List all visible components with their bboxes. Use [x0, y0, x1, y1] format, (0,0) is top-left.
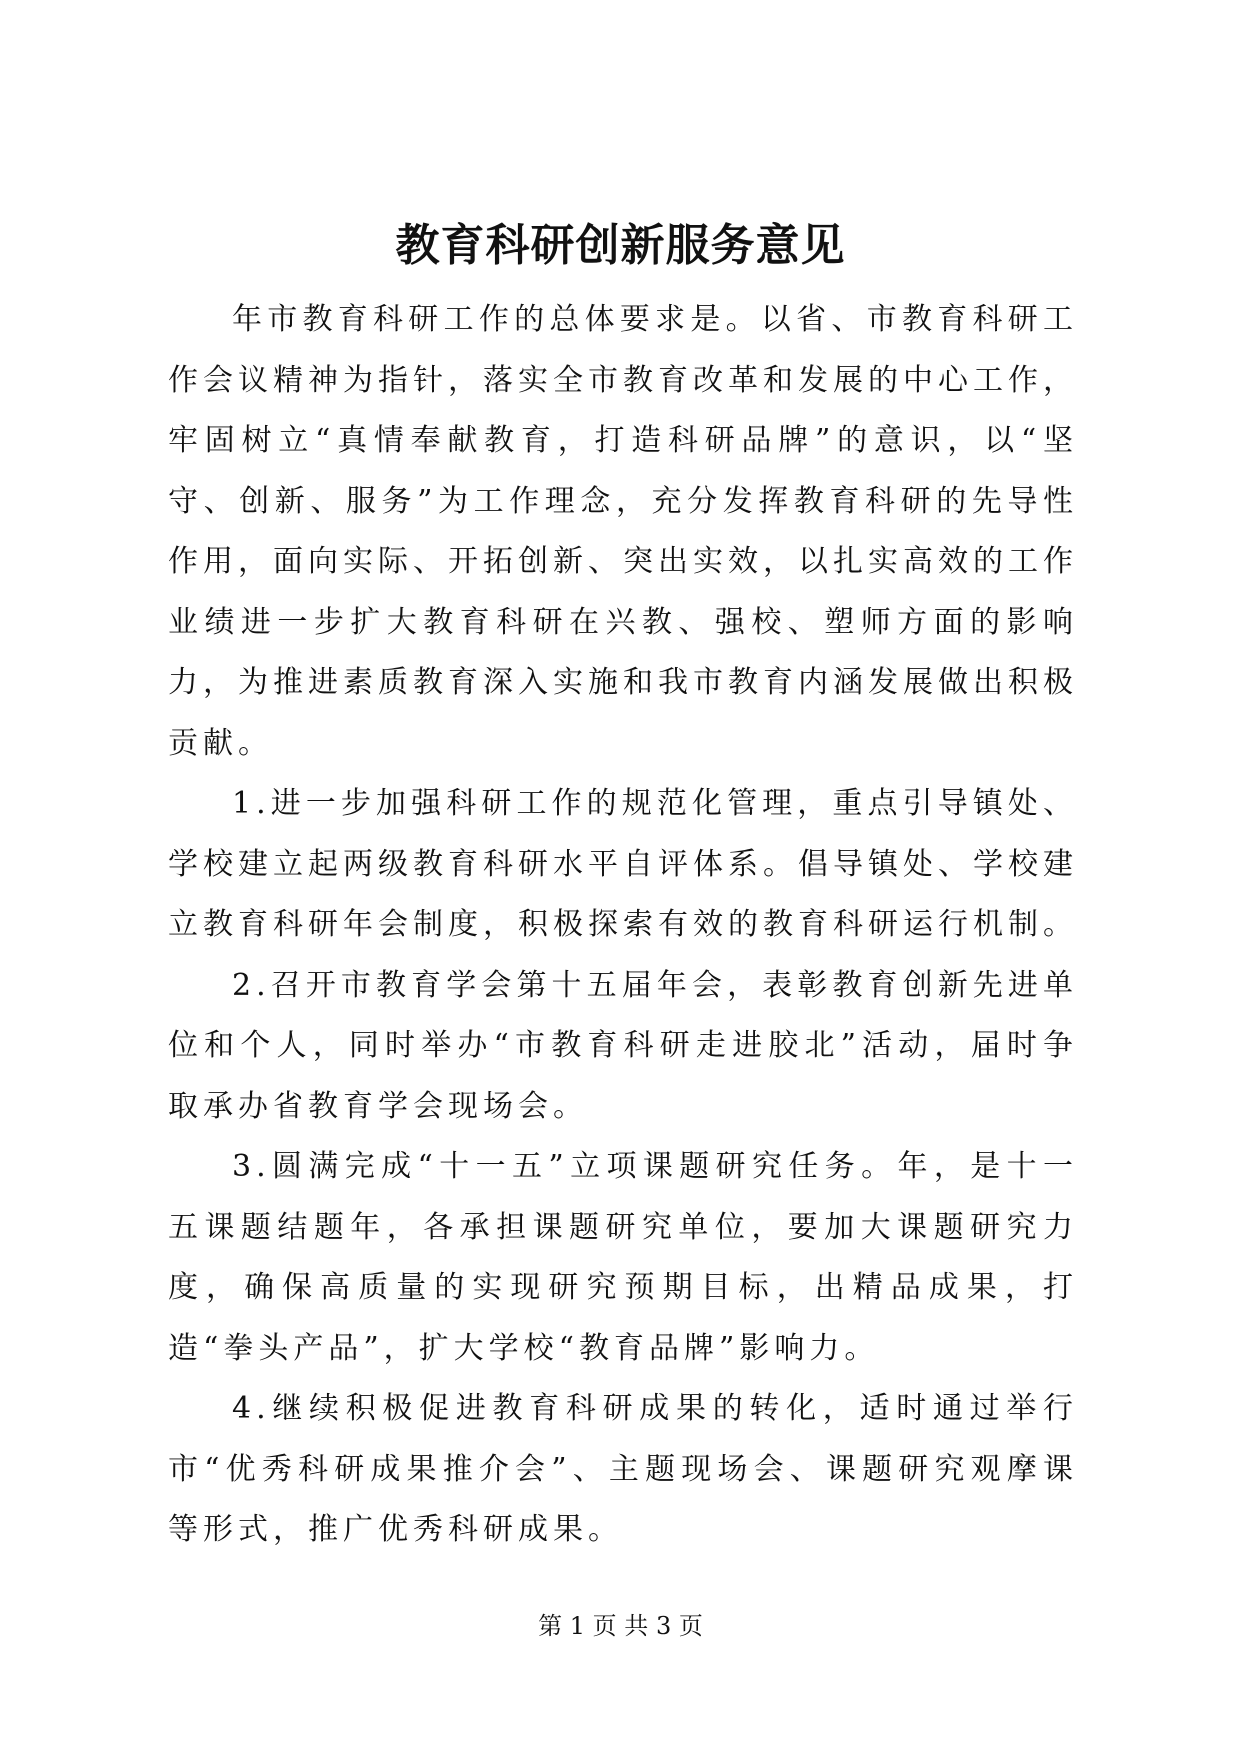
paragraph-intro: 年市教育科研工作的总体要求是。以省、市教育科研工作会议精神为指针，落实全市教育改革和发展的中心工作，牢固树立“真情奉献教育，打造科研品牌”的意识，以“坚守、创新、服务”为工作理念，充分发挥教育科研的先导性作用，面向实际、开拓创新、突出实效，以扎实高效的工作业绩进一步扩大教育科研在兴教、强校、塑师方面的影响力，为推进素质教育深入实施和我市教育内涵发展做出积极贡献。 — [168, 302, 1078, 761]
paragraph-item-4: 4.继续积极促进教育科研成果的转化，适时通过举行市“优秀科研成果推介会”、主题现场会、课题研究观摩课等形式，推广优秀科研成果。 — [168, 1391, 1078, 1547]
page-footer: 第 1 页 共 3 页 — [538, 1612, 703, 1640]
paragraph-item-3: 3.圆满完成“十一五”立项课题研究任务。年，是十一五课题结题年，各承担课题研究单位，要加大课题研究力度，确保高质量的实现研究预期目标，出精品成果，打造“拳头产品”，扩大学校“教育品牌”影响力。 — [168, 1149, 1078, 1366]
paragraph-item-2: 2.召开市教育学会第十五届年会，表彰教育创新先进单位和个人，同时举办“市教育科研走进胶北”活动，届时争取承办省教育学会现场会。 — [168, 967, 1078, 1124]
document-title: 教育科研创新服务意见 — [395, 220, 846, 271]
document-body — [168, 290, 1078, 1561]
paragraph-item-1: 1.进一步加强科研工作的规范化管理，重点引导镇处、学校建立起两级教育科研水平自评体系。倡导镇处、学校建立教育科研年会制度，积极探索有效的教育科研运行机制。 — [168, 786, 1078, 942]
